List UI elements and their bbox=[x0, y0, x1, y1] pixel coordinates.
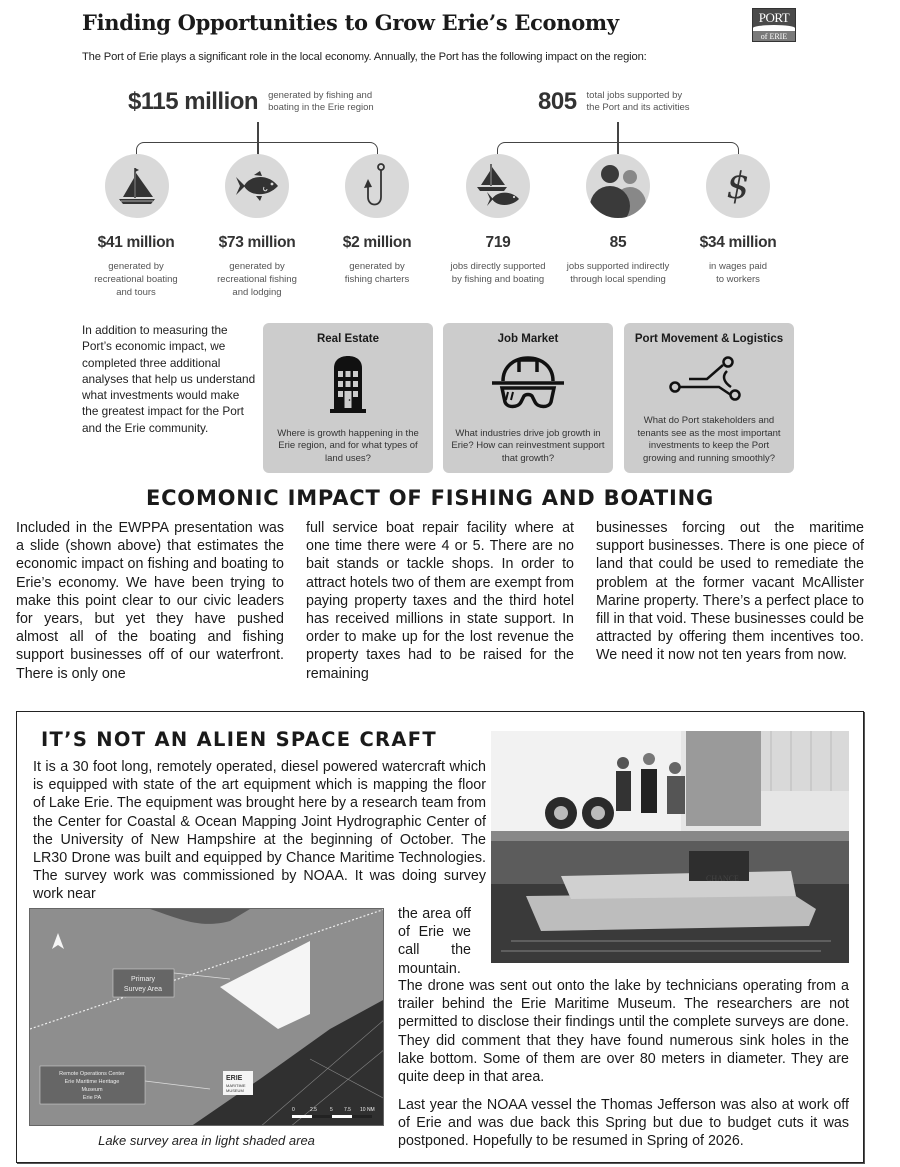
card-port-logistics bbox=[624, 323, 794, 473]
desc-line: and tours bbox=[116, 287, 156, 298]
people-icon-circle bbox=[586, 154, 650, 218]
drone-boat-photo-image bbox=[491, 731, 849, 963]
charters-revenue-desc bbox=[307, 260, 447, 286]
article-column-2: full service boat repair facility where at one time there were 4 or 5. There are no bait stands or tackle shops. In order to attract hotels two of them are exempt from paying property taxes and the third hotel has received millions in state support. In order to make up for the lost revenue the property taxes had to be raised for the remaining bbox=[306, 520, 574, 682]
card-real-estate bbox=[263, 323, 433, 473]
indirect-jobs-desc bbox=[548, 260, 688, 286]
hardhat-goggles-icon bbox=[488, 354, 568, 414]
card-desc: Where is growth happening in the Erie region, and for what types of land uses? bbox=[277, 427, 419, 464]
desc-line: fishing charters bbox=[344, 274, 410, 285]
people-icon bbox=[586, 154, 650, 218]
desc-line: jobs supported indirectly bbox=[566, 261, 670, 272]
fishing-revenue-value: $73 million bbox=[218, 234, 296, 251]
desc-line: through local spending bbox=[570, 274, 666, 285]
total-jobs-value: 805 bbox=[538, 88, 577, 115]
desc-line: generated by bbox=[349, 261, 405, 272]
fish-icon bbox=[234, 169, 280, 203]
desc-line: and lodging bbox=[232, 287, 282, 298]
article-paragraph-2: The drone was sent out onto the lake by technicians operating from a trailer behind the Erie Maritime Museum. The researchers are not permitted to disclose their findings until the complete surveys are done. They did comment that they have found numerous sink holes in the lake bottom. Some of them are over 80 meters in diameter. They are quite deep in that area. bbox=[398, 978, 849, 1086]
card-title: Port Movement & Logistics bbox=[634, 333, 784, 345]
card-title: Job Market bbox=[497, 333, 559, 345]
scale-tick: 7.5 bbox=[344, 1107, 351, 1113]
desc-line: to workers bbox=[716, 274, 760, 285]
map-label-remote-3: Museum bbox=[81, 1087, 103, 1093]
total-jobs-desc bbox=[587, 90, 690, 114]
map-caption: Lake survey area in light shaded area bbox=[98, 1133, 315, 1148]
scale-tick: 10 NM bbox=[360, 1107, 375, 1113]
charters-revenue-value: $2 million bbox=[342, 234, 412, 251]
boat-and-fish-icon-circle bbox=[466, 154, 530, 218]
analyses-intro: In addition to measuring the Port’s economic impact, we completed three additional analyses that help us understand what investments would make the greatest impact for the Port and the Erie community. bbox=[82, 323, 256, 435]
wages-desc bbox=[668, 260, 808, 286]
map-label-remote-2: Erie Maritime Heritage bbox=[64, 1079, 120, 1085]
total-revenue-value: $115 million bbox=[128, 88, 259, 115]
boating-revenue-desc bbox=[66, 260, 206, 299]
article-heading-alien-spacecraft: IT’S NOT AN ALIEN SPACE CRAFT bbox=[41, 728, 437, 751]
article-heading-economic-impact: ECOMONIC IMPACT OF FISHING AND BOATING bbox=[145, 486, 715, 510]
survey-area-map bbox=[29, 908, 384, 1126]
boating-revenue-value: $41 million bbox=[97, 234, 175, 251]
desc-line: boating in the Erie region bbox=[268, 102, 374, 113]
desc-line: generated by fishing and bbox=[268, 90, 373, 101]
building-icon bbox=[326, 354, 370, 414]
fishhook-icon-circle bbox=[345, 154, 409, 218]
article-paragraph-1-wrap: the area off of Erie we call the mountain. bbox=[398, 906, 471, 977]
card-job-market bbox=[443, 323, 613, 473]
desc-line: the Port and its activities bbox=[586, 102, 690, 113]
map-label-primary-2: Survey Area bbox=[123, 986, 163, 993]
card-title: Real Estate bbox=[316, 333, 379, 345]
museum-logo-1: ERIE bbox=[226, 1075, 243, 1082]
card-desc: What industries drive job growth in Erie? How can reinvestment support that growth? bbox=[451, 427, 605, 464]
desc-line: recreational boating bbox=[94, 274, 178, 285]
total-jobs-stat bbox=[538, 88, 690, 116]
article-paragraph-1: It is a 30 foot long, remotely operated, diesel powered watercraft which is equipped with state of the art equipment which is mapping the floor of Lake Erie. The equipment was brought here by a research team from the Center for Coastal & Ocean Mapping Joint Hydrographic Center of the University of New Hampshire at the beginning of October. The LR30 Drone was built and equipped by Chance Maritime Technologies. The survey work was commissioned by NOAA. It was doing survey work near bbox=[33, 759, 486, 903]
direct-jobs-desc bbox=[428, 260, 568, 286]
desc-line: generated by bbox=[229, 261, 285, 272]
total-revenue-desc bbox=[268, 90, 374, 114]
desc-line: total jobs supported by bbox=[586, 90, 683, 101]
port-of-erie-logo bbox=[752, 8, 796, 42]
logo-text-bottom: of ERIE bbox=[753, 31, 795, 42]
scale-tick: 2.5 bbox=[310, 1107, 317, 1113]
page-title: Finding Opportunities to Grow Erie’s Economy bbox=[82, 10, 619, 35]
total-revenue-stat bbox=[128, 88, 374, 116]
fish-icon-circle bbox=[225, 154, 289, 218]
map-label-primary-1: Primary bbox=[130, 976, 156, 983]
direct-jobs-value: 719 bbox=[485, 234, 511, 251]
article-column-1: Included in the EWPPA presentation was a slide (shown above) that estimates the economic impact on fishing and boating to Erie’s economy. We have been trying to make this point clear to our civic leaders for years, but yet they have pushed almost all of the boating and fishing support businesses off of our waterfront. There is only one bbox=[16, 520, 284, 682]
indirect-jobs-value: 85 bbox=[609, 234, 627, 251]
logo-text-top: PORT bbox=[753, 9, 795, 27]
desc-line: in wages paid bbox=[708, 261, 768, 272]
map-label-remote-1: Remote Operations Center bbox=[59, 1071, 125, 1077]
desc-line: by fishing and boating bbox=[451, 274, 545, 285]
article-paragraph-3: Last year the NOAA vessel the Thomas Jefferson was also at work off of Erie and was due back this Spring but due to budget cuts it was postponed. Hopefully to be resumed in Spring of 2026. bbox=[398, 1097, 849, 1150]
dollar-icon: $ bbox=[726, 165, 750, 207]
dollar-icon-circle bbox=[706, 154, 770, 218]
boat-and-fish-icon bbox=[475, 162, 521, 210]
boat-label: CHANCE bbox=[706, 874, 739, 883]
museum-logo-2: MARITIME bbox=[226, 1083, 246, 1088]
drone-boat-photo bbox=[491, 731, 849, 963]
survey-map-image bbox=[30, 909, 384, 1126]
article-box-alien-spacecraft bbox=[16, 711, 864, 1163]
museum-logo-3: MUSEUM bbox=[226, 1088, 244, 1093]
scale-tick: 0 bbox=[292, 1107, 295, 1113]
route-network-icon bbox=[669, 355, 749, 401]
sailboat-icon bbox=[115, 164, 159, 208]
bracket-stem bbox=[617, 122, 619, 142]
fishing-revenue-desc bbox=[187, 260, 327, 299]
scale-tick: 5 bbox=[330, 1107, 333, 1113]
fishhook-icon bbox=[362, 161, 392, 211]
wages-value: $34 million bbox=[699, 234, 777, 251]
bracket-stem bbox=[257, 122, 259, 142]
card-desc: What do Port stakeholders and tenants see as the most important investments to keep the Port growing and running smoothly? bbox=[637, 415, 781, 464]
sailboat-icon-circle bbox=[105, 154, 169, 218]
map-label-remote-4: Erie PA bbox=[82, 1095, 102, 1101]
desc-line: jobs directly supported bbox=[450, 261, 546, 272]
desc-line: recreational fishing bbox=[217, 274, 297, 285]
article-columns bbox=[16, 519, 864, 683]
intro-text: The Port of Erie plays a significant role in the local economy. Annually, the Port has the following impact on the region: bbox=[82, 51, 647, 63]
article-column-3: businesses forcing out the maritime support businesses. There is one piece of land that could be used to remediate the problem at the former vacant McAllister Marine property. There’s a perfect place to fill in that void. These businesses could be attracted by offering them incentives too. We need it now not ten years from now. bbox=[596, 520, 864, 664]
desc-line: generated by bbox=[108, 261, 164, 272]
